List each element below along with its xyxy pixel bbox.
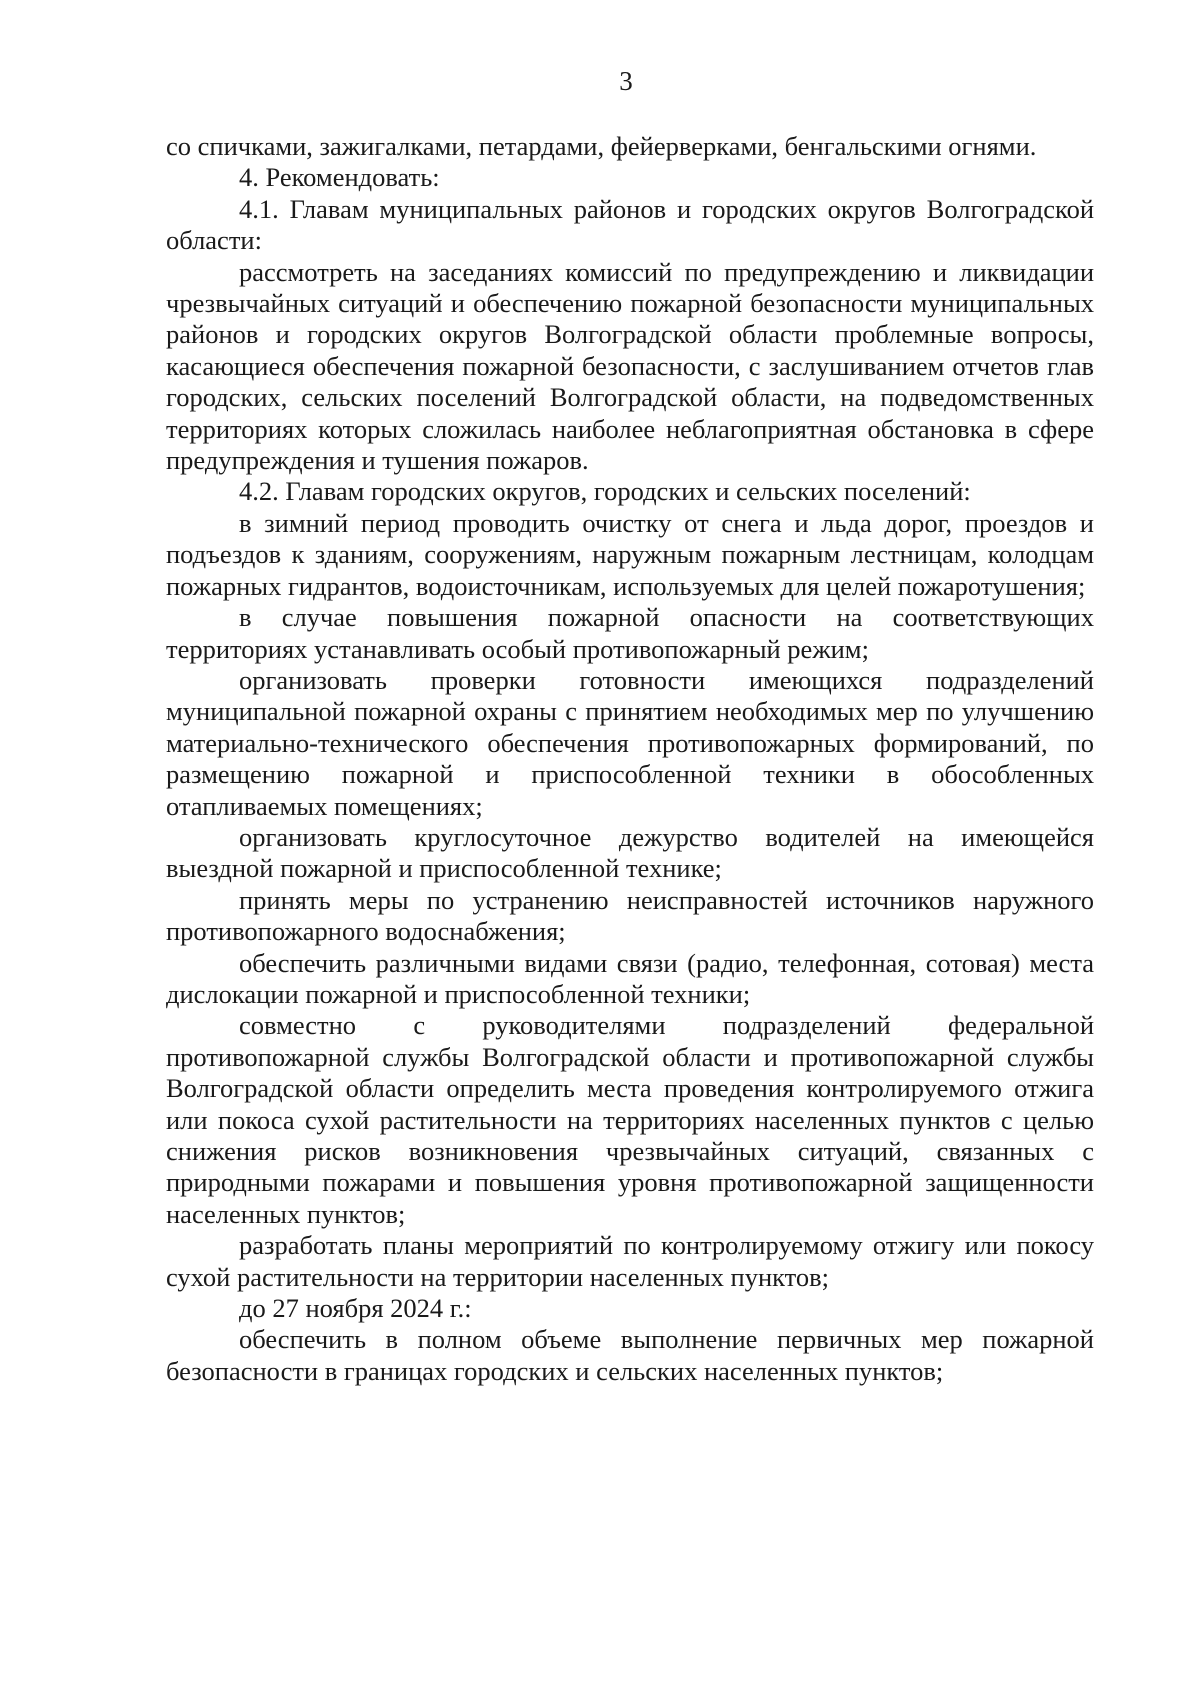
page-number: 3: [619, 66, 633, 96]
paragraph-communications: обеспечить различными видами связи (радио, телефонная, сотовая) места дислокации пожарной и приспособленной техники;: [166, 947, 1094, 1009]
paragraph-action-plans: разработать планы мероприятий по контролируемому отжигу или покосу сухой растительности на территории населенных пунктов;: [166, 1230, 1094, 1292]
paragraph-winter-clearing: в зимний период проводить очистку от снега и льда дорог, проездов и подъездов к зданиям, сооружениям, наружным пожарным лестницам, колодцам пожарных гидрантов, водоисточникам, используемых для целей пожаротушения;: [166, 507, 1094, 601]
paragraph-item-4-1: 4.1. Главам муниципальных районов и городских округов Волгоградской области:: [166, 193, 1094, 256]
paragraph-continuation: со спичками, зажигалками, петардами, фейерверками, бенгальскими огнями.: [166, 131, 1037, 161]
paragraph-item-4-2: 4.2. Главам городских округов, городских и сельских поселений:: [239, 476, 971, 507]
document-body: [166, 131, 1094, 1387]
paragraph-readiness-checks: организовать проверки готовности имеющихся подразделений муниципальной пожарной охраны с принятием необходимых мер по улучшению материально-технического обеспечения противопожарных формирований, по размещению пожарной и приспособленной техники в обособленных отапливаемых помещениях;: [166, 664, 1094, 821]
paragraph-fire-regime: в случае повышения пожарной опасности на соответствующих территориях устанавливать особый противопожарный режим;: [166, 602, 1094, 664]
paragraph-water-supply: принять меры по устранению неисправностей источников наружного противопожарного водоснабжения;: [166, 884, 1094, 947]
paragraph-driver-duty: организовать круглосуточное дежурство водителей на имеющейся выездной пожарной и приспособленной технике;: [166, 821, 1094, 884]
paragraph-review-commissions: рассмотреть на заседаниях комиссий по предупреждению и ликвидации чрезвычайных ситуаций и обеспечению пожарной безопасности муниципальных районов и городских округов Волгоградской области проблемные вопросы, касающиеся обеспечения пожарной безопасности, с заслушиванием отчетов глав городских, сельских поселений Волгоградской области, на подведомственных территориях которых сложилась наиболее неблагоприятная обстановка в сфере предупреждения и тушения пожаров.: [166, 256, 1094, 476]
paragraph-primary-measures: обеспечить в полном объеме выполнение первичных мер пожарной безопасности в границах городских и сельских населенных пунктов;: [166, 1324, 1094, 1386]
paragraph-deadline: до 27 ноября 2024 г.:: [239, 1293, 472, 1324]
paragraph-item-4: 4. Рекомендовать:: [239, 162, 440, 193]
paragraph-controlled-burning: совместно с руководителями подразделений федеральной противопожарной службы Волгоградской области и противопожарной службы Волгоградской области определить места проведения контролируемого отжига или покоса сухой растительности на территориях населенных пунктов с целью снижения рисков возникновения чрезвычайных ситуаций, связанных с природными пожарами и повышения уровня противопожарной защищенности населенных пунктов;: [166, 1010, 1094, 1229]
